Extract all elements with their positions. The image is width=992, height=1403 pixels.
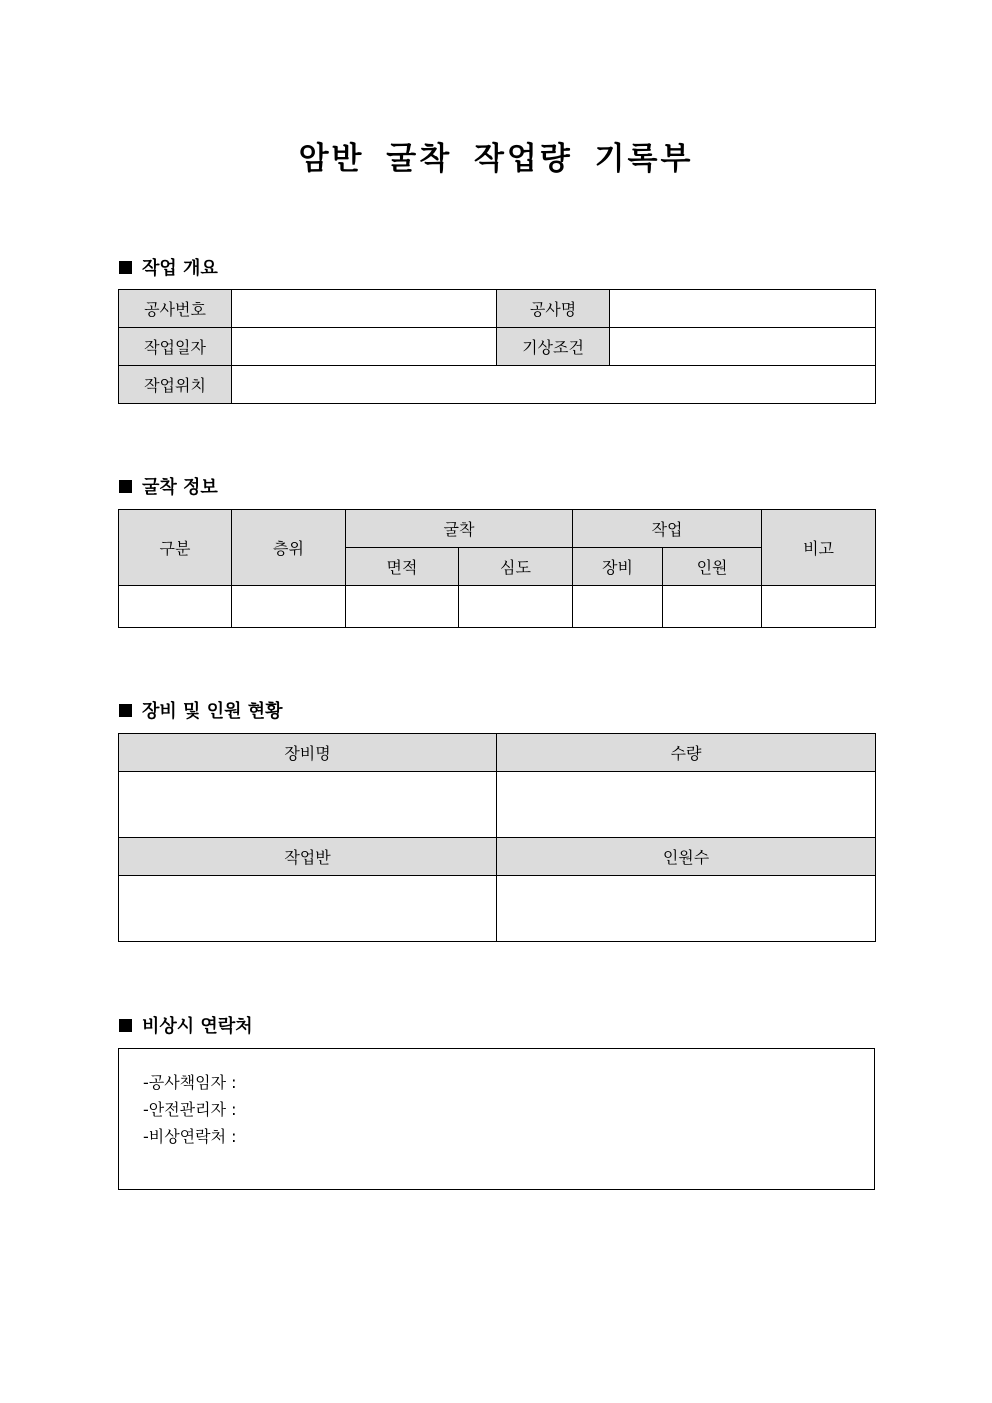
weather-field[interactable] [610, 328, 876, 366]
personnel-cell[interactable] [663, 586, 762, 628]
label-weather: 기상조건 [497, 328, 610, 366]
header-work: 작업 [573, 510, 762, 548]
header-headcount: 인원수 [497, 838, 876, 876]
table-row [119, 772, 876, 838]
table-row [119, 876, 876, 942]
contact-site-manager: -공사책임자 : [143, 1073, 237, 1092]
header-equipment: 장비 [573, 548, 663, 586]
section-heading-excavation [119, 473, 218, 499]
label-project-name: 공사명 [497, 290, 610, 328]
remarks-cell[interactable] [762, 586, 876, 628]
section-heading-label: 작업 개요 [142, 258, 218, 279]
header-personnel: 인원 [663, 548, 762, 586]
header-area: 면적 [346, 548, 459, 586]
label-location: 작업위치 [119, 366, 232, 404]
section-heading-label: 굴착 정보 [142, 477, 218, 498]
project-name-field[interactable] [610, 290, 876, 328]
header-crew: 작업반 [119, 838, 497, 876]
label-work-date: 작업일자 [119, 328, 232, 366]
table-row [119, 328, 876, 366]
project-no-field[interactable] [232, 290, 497, 328]
emergency-contact-box[interactable] [118, 1048, 875, 1190]
square-bullet-icon [119, 1019, 132, 1032]
quantity-cell[interactable] [497, 772, 876, 838]
header-remarks: 비고 [762, 510, 876, 586]
table-header-row [119, 510, 876, 548]
header-quantity: 수량 [497, 734, 876, 772]
section-heading-label: 비상시 연락처 [142, 1016, 253, 1037]
contact-list [143, 1069, 237, 1150]
section-heading-emergency [119, 1012, 253, 1038]
table-header-row [119, 734, 876, 772]
table-row [119, 290, 876, 328]
square-bullet-icon [119, 704, 132, 717]
crew-cell[interactable] [119, 876, 497, 942]
contact-emergency-number: -비상연락처 : [143, 1127, 237, 1146]
equipment-cell[interactable] [573, 586, 663, 628]
overview-table [118, 289, 876, 404]
layer-cell[interactable] [232, 586, 346, 628]
table-row [119, 586, 876, 628]
resources-table [118, 733, 876, 942]
header-layer: 층위 [232, 510, 346, 586]
header-excavation: 굴착 [346, 510, 573, 548]
headcount-cell[interactable] [497, 876, 876, 942]
document-title: 암반 굴착 작업량 기록부 [298, 141, 694, 177]
contact-safety-manager: -안전관리자 : [143, 1100, 237, 1119]
excavation-table [118, 509, 876, 628]
equipment-name-cell[interactable] [119, 772, 497, 838]
category-cell[interactable] [119, 586, 232, 628]
header-depth: 심도 [459, 548, 573, 586]
label-project-no: 공사번호 [119, 290, 232, 328]
area-cell[interactable] [346, 586, 459, 628]
table-row [119, 366, 876, 404]
header-equipment-name: 장비명 [119, 734, 497, 772]
square-bullet-icon [119, 261, 132, 274]
location-field[interactable] [232, 366, 876, 404]
section-heading-label: 장비 및 인원 현황 [142, 701, 283, 722]
header-category: 구분 [119, 510, 232, 586]
work-date-field[interactable] [232, 328, 497, 366]
section-heading-overview [119, 254, 218, 280]
table-header-row [119, 838, 876, 876]
square-bullet-icon [119, 480, 132, 493]
section-heading-resources [119, 697, 283, 723]
depth-cell[interactable] [459, 586, 573, 628]
